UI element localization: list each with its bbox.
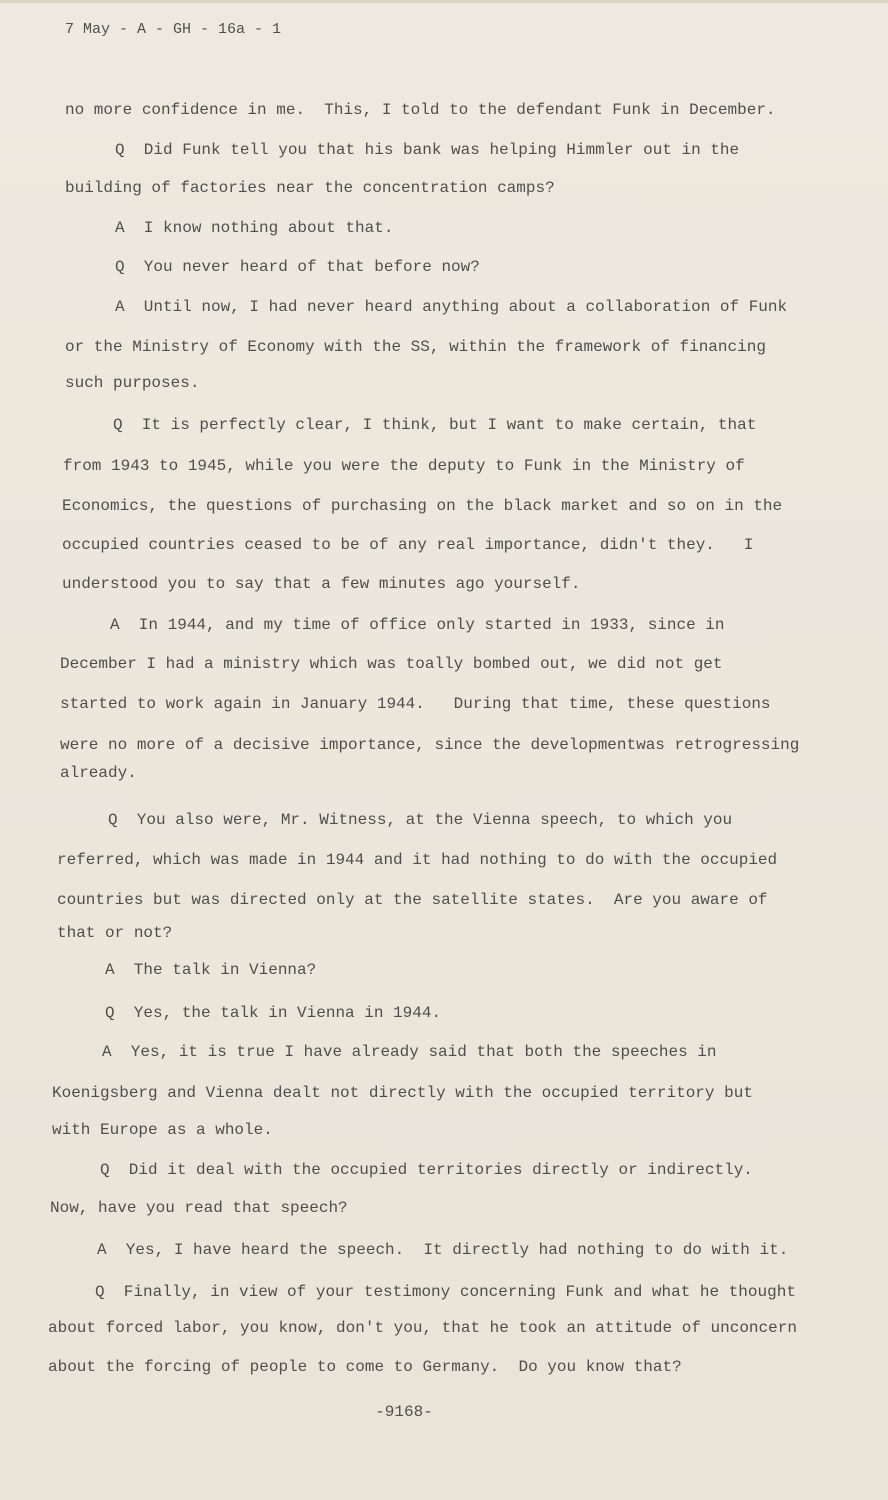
page-header: 7 May - A - GH - 16a - 1 [65, 21, 282, 38]
page-edge [0, 0, 888, 3]
text-line: about forced labor, you know, don't you, that he took an attitude of unconcern [48, 1319, 797, 1337]
text-line: already. [60, 764, 137, 782]
text-line: Q Finally, in view of your testimony concerning Funk and what he thought [95, 1283, 796, 1301]
text-line: Q Yes, the talk in Vienna in 1944. [105, 1004, 442, 1022]
text-line: Q You also were, Mr. Witness, at the Vienna speech, to which you [108, 811, 733, 829]
text-line: such purposes. [65, 374, 200, 392]
text-line: Now, have you read that speech? [50, 1199, 348, 1217]
text-line: Q It is perfectly clear, I think, but I want to make certain, that [113, 416, 757, 434]
text-line: Q Did Funk tell you that his bank was helping Himmler out in the [115, 141, 740, 159]
text-line: Q Did it deal with the occupied territories directly or indirectly. [100, 1161, 753, 1179]
text-line: A Yes, I have heard the speech. It directly had nothing to do with it. [97, 1241, 789, 1259]
text-line: A In 1944, and my time of office only started in 1933, since in [110, 616, 725, 634]
text-line: building of factories near the concentration camps? [65, 179, 555, 197]
text-line: December I had a ministry which was toally bombed out, we did not get [60, 655, 723, 673]
text-line: countries but was directed only at the satellite states. Are you aware of [57, 891, 768, 909]
text-line: A I know nothing about that. [115, 219, 394, 237]
text-line: no more confidence in me. This, I told to the defendant Funk in December. [65, 101, 776, 119]
text-line: that or not? [57, 924, 173, 942]
text-line: understood you to say that a few minutes ago yourself. [62, 575, 581, 593]
text-line: or the Ministry of Economy with the SS, within the framework of financing [65, 338, 766, 356]
text-line: Q You never heard of that before now? [115, 258, 480, 276]
text-line: A Yes, it is true I have already said that both the speeches in [102, 1043, 717, 1061]
page-number: -9168- [375, 1403, 433, 1421]
text-line: referred, which was made in 1944 and it had nothing to do with the occupied [57, 851, 778, 869]
text-line: from 1943 to 1945, while you were the deputy to Funk in the Ministry of [63, 457, 745, 475]
text-line: Koenigsberg and Vienna dealt not directly with the occupied territory but [52, 1084, 753, 1102]
text-line: occupied countries ceased to be of any real importance, didn't they. I [62, 536, 754, 554]
text-line: with Europe as a whole. [52, 1121, 273, 1139]
text-line: were no more of a decisive importance, since the developmentwas retrogressing [60, 736, 800, 754]
text-line: about the forcing of people to come to Germany. Do you know that? [48, 1358, 682, 1376]
text-line: started to work again in January 1944. During that time, these questions [60, 695, 771, 713]
text-line: A Until now, I had never heard anything about a collaboration of Funk [115, 298, 788, 316]
text-line: Economics, the questions of purchasing on the black market and so on in the [62, 497, 783, 515]
text-line: A The talk in Vienna? [105, 961, 317, 979]
